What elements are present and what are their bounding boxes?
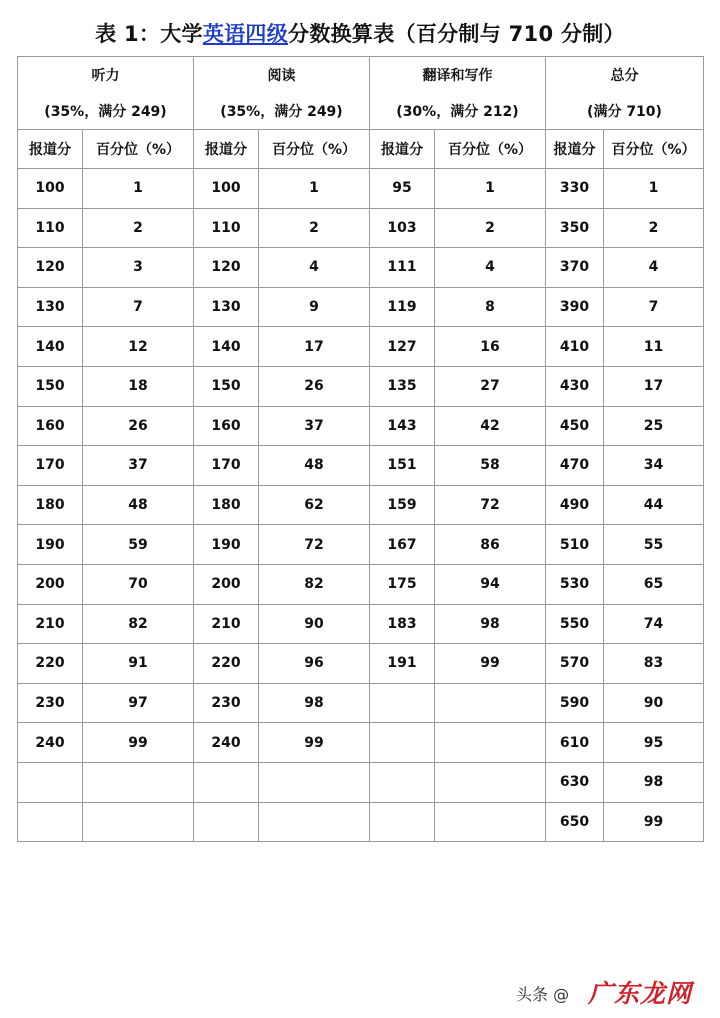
score-cell: 151 <box>370 446 435 486</box>
col-header-score: 报道分 <box>370 130 435 169</box>
percentile-cell: 59 <box>83 525 194 565</box>
score-cell: 230 <box>18 683 83 723</box>
score-cell: 170 <box>18 446 83 486</box>
score-cell: 120 <box>18 248 83 288</box>
percentile-cell: 97 <box>83 683 194 723</box>
percentile-cell: 2 <box>83 208 194 248</box>
score-cell <box>370 802 435 842</box>
percentile-cell: 2 <box>435 208 546 248</box>
percentile-cell: 9 <box>259 287 370 327</box>
percentile-cell: 2 <box>604 208 704 248</box>
percentile-cell: 48 <box>83 485 194 525</box>
percentile-cell: 42 <box>435 406 546 446</box>
score-cell: 240 <box>194 723 259 763</box>
percentile-cell: 94 <box>435 564 546 604</box>
percentile-cell: 98 <box>259 683 370 723</box>
percentile-cell: 26 <box>83 406 194 446</box>
percentile-cell: 34 <box>604 446 704 486</box>
table-row <box>18 248 704 288</box>
percentile-cell: 74 <box>604 604 704 644</box>
score-cell: 630 <box>546 762 604 802</box>
title-prefix: 表 1：大学 <box>95 22 203 46</box>
score-cell: 650 <box>546 802 604 842</box>
percentile-cell: 27 <box>435 366 546 406</box>
score-cell: 490 <box>546 485 604 525</box>
score-cell: 510 <box>546 525 604 565</box>
percentile-cell: 90 <box>604 683 704 723</box>
score-cell: 230 <box>194 683 259 723</box>
percentile-cell: 4 <box>604 248 704 288</box>
score-cell: 390 <box>546 287 604 327</box>
score-cell: 610 <box>546 723 604 763</box>
section-note: (满分 710) <box>546 93 704 130</box>
percentile-cell <box>83 762 194 802</box>
score-cell <box>194 802 259 842</box>
percentile-cell: 83 <box>604 644 704 684</box>
score-cell: 190 <box>18 525 83 565</box>
percentile-cell: 82 <box>259 564 370 604</box>
table-row <box>18 683 704 723</box>
score-cell: 180 <box>18 485 83 525</box>
score-cell: 140 <box>194 327 259 367</box>
score-cell: 167 <box>370 525 435 565</box>
percentile-cell: 86 <box>435 525 546 565</box>
table-row <box>18 208 704 248</box>
percentile-cell: 98 <box>435 604 546 644</box>
score-cell: 590 <box>546 683 604 723</box>
percentile-cell: 12 <box>83 327 194 367</box>
col-header-pct: 百分位（%） <box>435 130 546 169</box>
table-row <box>18 525 704 565</box>
table-row <box>18 604 704 644</box>
percentile-cell: 8 <box>435 287 546 327</box>
percentile-cell <box>435 762 546 802</box>
score-cell: 150 <box>18 366 83 406</box>
score-conversion-table <box>17 56 704 842</box>
score-cell: 135 <box>370 366 435 406</box>
score-cell: 119 <box>370 287 435 327</box>
score-cell: 180 <box>194 485 259 525</box>
table-row <box>18 485 704 525</box>
col-header-score: 报道分 <box>546 130 604 169</box>
table-row <box>18 327 704 367</box>
title-link[interactable]: 英语四级 <box>202 22 289 46</box>
score-cell: 143 <box>370 406 435 446</box>
score-cell: 130 <box>194 287 259 327</box>
percentile-cell <box>259 762 370 802</box>
percentile-cell: 98 <box>604 762 704 802</box>
table-row <box>18 446 704 486</box>
percentile-cell: 4 <box>435 248 546 288</box>
score-cell: 350 <box>546 208 604 248</box>
page-title <box>0 18 720 48</box>
score-cell: 220 <box>18 644 83 684</box>
score-cell: 240 <box>18 723 83 763</box>
table-row <box>18 762 704 802</box>
percentile-cell: 72 <box>435 485 546 525</box>
score-cell: 330 <box>546 169 604 209</box>
percentile-cell: 99 <box>435 644 546 684</box>
watermark-source: 头条 @ <box>516 985 570 1004</box>
percentile-cell: 1 <box>83 169 194 209</box>
table-row <box>18 644 704 684</box>
score-cell: 130 <box>18 287 83 327</box>
section-note: (35%，满分 249) <box>194 93 370 130</box>
table-row <box>18 169 704 209</box>
section-note-row <box>18 93 704 130</box>
score-cell: 220 <box>194 644 259 684</box>
percentile-cell: 17 <box>604 366 704 406</box>
percentile-cell: 44 <box>604 485 704 525</box>
score-cell: 100 <box>18 169 83 209</box>
score-cell: 530 <box>546 564 604 604</box>
section-reading: 阅读 <box>194 57 370 94</box>
percentile-cell: 65 <box>604 564 704 604</box>
percentile-cell <box>435 802 546 842</box>
percentile-cell: 2 <box>259 208 370 248</box>
score-cell: 430 <box>546 366 604 406</box>
percentile-cell <box>435 683 546 723</box>
table-row <box>18 366 704 406</box>
title-suffix: 分数换算表（百分制与 710 分制） <box>288 22 625 46</box>
col-header-pct: 百分位（%） <box>604 130 704 169</box>
watermark <box>516 979 693 1008</box>
score-cell <box>370 762 435 802</box>
score-cell: 183 <box>370 604 435 644</box>
section-note: (30%，满分 212) <box>370 93 546 130</box>
score-cell: 95 <box>370 169 435 209</box>
col-header-score: 报道分 <box>194 130 259 169</box>
percentile-cell: 82 <box>83 604 194 644</box>
score-cell: 210 <box>194 604 259 644</box>
percentile-cell: 1 <box>259 169 370 209</box>
score-cell: 103 <box>370 208 435 248</box>
percentile-cell: 11 <box>604 327 704 367</box>
percentile-cell: 91 <box>83 644 194 684</box>
percentile-cell: 1 <box>435 169 546 209</box>
percentile-cell: 99 <box>604 802 704 842</box>
percentile-cell: 17 <box>259 327 370 367</box>
score-cell: 200 <box>18 564 83 604</box>
section-name-row <box>18 57 704 94</box>
table-row <box>18 287 704 327</box>
score-cell <box>370 723 435 763</box>
watermark-site-logo: 广东龙网 <box>588 979 693 1008</box>
percentile-cell: 7 <box>83 287 194 327</box>
percentile-cell: 3 <box>83 248 194 288</box>
score-cell: 550 <box>546 604 604 644</box>
score-cell: 160 <box>194 406 259 446</box>
percentile-cell: 70 <box>83 564 194 604</box>
score-cell: 100 <box>194 169 259 209</box>
score-cell: 200 <box>194 564 259 604</box>
score-cell: 140 <box>18 327 83 367</box>
percentile-cell <box>435 723 546 763</box>
section-translation-writing: 翻译和写作 <box>370 57 546 94</box>
percentile-cell: 25 <box>604 406 704 446</box>
table-row <box>18 802 704 842</box>
table-row <box>18 723 704 763</box>
score-cell: 570 <box>546 644 604 684</box>
score-cell <box>370 683 435 723</box>
percentile-cell: 18 <box>83 366 194 406</box>
percentile-cell: 7 <box>604 287 704 327</box>
percentile-cell <box>259 802 370 842</box>
score-cell: 120 <box>194 248 259 288</box>
score-cell <box>18 802 83 842</box>
score-cell: 111 <box>370 248 435 288</box>
score-cell: 110 <box>18 208 83 248</box>
score-cell: 470 <box>546 446 604 486</box>
col-header-pct: 百分位（%） <box>259 130 370 169</box>
score-cell: 170 <box>194 446 259 486</box>
percentile-cell: 99 <box>259 723 370 763</box>
percentile-cell: 58 <box>435 446 546 486</box>
percentile-cell <box>83 802 194 842</box>
percentile-cell: 4 <box>259 248 370 288</box>
score-cell <box>194 762 259 802</box>
score-cell: 127 <box>370 327 435 367</box>
score-cell: 450 <box>546 406 604 446</box>
score-cell <box>18 762 83 802</box>
percentile-cell: 95 <box>604 723 704 763</box>
percentile-cell: 96 <box>259 644 370 684</box>
percentile-cell: 48 <box>259 446 370 486</box>
score-cell: 370 <box>546 248 604 288</box>
score-cell: 110 <box>194 208 259 248</box>
col-header-pct: 百分位（%） <box>83 130 194 169</box>
percentile-cell: 1 <box>604 169 704 209</box>
percentile-cell: 90 <box>259 604 370 644</box>
section-total: 总分 <box>546 57 704 94</box>
score-cell: 210 <box>18 604 83 644</box>
score-cell: 175 <box>370 564 435 604</box>
section-note: (35%，满分 249) <box>18 93 194 130</box>
percentile-cell: 37 <box>83 446 194 486</box>
percentile-cell: 72 <box>259 525 370 565</box>
score-cell: 410 <box>546 327 604 367</box>
percentile-cell: 55 <box>604 525 704 565</box>
table-row <box>18 406 704 446</box>
score-cell: 191 <box>370 644 435 684</box>
col-header-score: 报道分 <box>18 130 83 169</box>
score-cell: 150 <box>194 366 259 406</box>
table-row <box>18 564 704 604</box>
column-header-row <box>18 130 704 169</box>
score-cell: 190 <box>194 525 259 565</box>
percentile-cell: 62 <box>259 485 370 525</box>
percentile-cell: 99 <box>83 723 194 763</box>
percentile-cell: 26 <box>259 366 370 406</box>
percentile-cell: 37 <box>259 406 370 446</box>
section-listening: 听力 <box>18 57 194 94</box>
score-cell: 159 <box>370 485 435 525</box>
score-cell: 160 <box>18 406 83 446</box>
percentile-cell: 16 <box>435 327 546 367</box>
